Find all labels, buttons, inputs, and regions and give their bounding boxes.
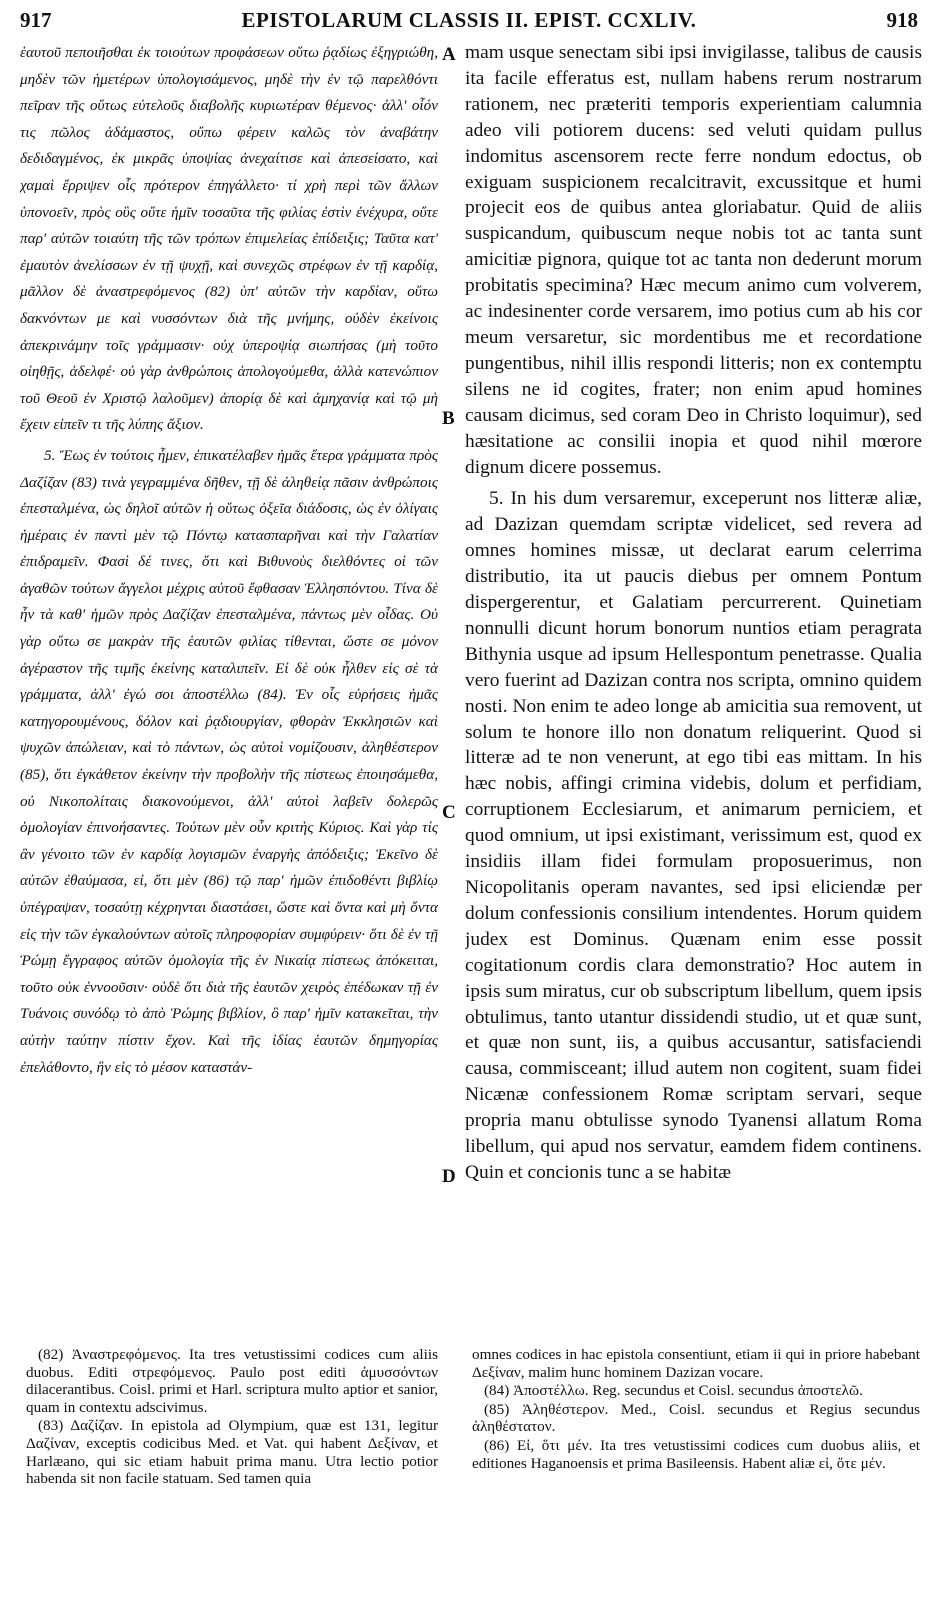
right-page-number: 918 xyxy=(886,8,918,32)
footnote: (83) Δαζίζαν. In epistola ad Olympium, quæ est 131, legitur Δαζίναν, exceptis codicibus Med. et Vat. qui habent Δεξίναν, et Harlæano, qui sic etiam habuit prima manu. Utra lectio potior habenda sit non facile statuam. Sed tamen quia xyxy=(26,1417,438,1488)
greek-paragraph: ἑαυτοῦ πεποιῆσθαι ἐκ τοιούτων προφάσεων οὕτω ῥᾳδίως ἐξηγριώθη, μηδὲν τῶν ἡμετέρων ὑπολογισάμενος, μηδὲ τὴν ἐν τῷ παρελθόντι πεῖραν τῆς οὕτως εὐτελοῦς διαβολῆς κυριωτέραν θέμενος· ἀλλ' οἷόν τις πῶλος ἀδάμαστος, οὔπω φέρειν καλῶς τὸν ἀναβάτην δεδιδαγμένος, ἐκ μικρᾶς ὑποψίας ἀνεχαίτισε καὶ ἀπεσείσατο, καὶ χαμαὶ ἔρριψεν οἷς πρότερον ἐπηγάλλετο· τί χρὴ περὶ τῶν ἄλλων ὑπονοεῖν, πρὸς οὓς οὔτε ἡμῖν τοσαῦτα τῆς φιλίας ἐστὶν ἐνέχυρα, οὔτε παρ' αὐτῶν τοιαύτη τῆς τῶν τρόπων ἐπιμελείας ἐπίδειξις; Ταῦτα κατ' ἐμαυτὸν ἀνελίσσων ἐν τῇ ψυχῇ, καὶ συνεχῶς στρέφων ἐν τῇ καρδίᾳ, μᾶλλον δὲ ἀναστρεφόμενος (82) ὑπ' αὐτῶν τὴν καρδίαν, οὕτω δακνόντων με καὶ νυσσόντων διὰ τῆς μνήμης, οὐδὲν ἐκείνοις ἀπεκρινάμην τοῖς γράμμασιν· οὐχ ὑπεροψίᾳ σιωπήσας (μὴ τοῦτο οἰηθῇς, ἀδελφέ· οὐ γὰρ ἀνθρώποις ἀπολογούμεθα, ἀλλὰ κατενώπιον τοῦ Θεοῦ ἐν Χριστῷ λαλοῦμεν) ἀπορίᾳ δὲ καὶ ἀμηχανίᾳ καὶ τῷ μὴ ἔχειν εἰπεῖν τι τῆς λύπης ἄξιον. xyxy=(20,44,438,434)
footnote: omnes codices in hac epistola consentiunt, etiam ii qui in priore habebant Δεξίναν, malim hunc hominem Dazizan vocare. xyxy=(472,1346,920,1381)
margin-marker-a: A xyxy=(442,44,456,65)
margin-marker-d: D xyxy=(442,1166,456,1187)
footnote: (84) Ἀποστέλλω. Reg. secundus et Coisl. secundus ἀποστελῶ. xyxy=(484,1382,863,1400)
latin-paragraph: mam usque senectam sibi ipsi invigilasse, talibus de causis ita facile efferatus est, nullam habens rerum nostrarum rationem, nec præteriti temporis experientiam calumnia adeo vili potiorem ducens: sed veluti quidam pullus indomitus ascensorem recte ferre nondum edoctus, ob exiguam suspicionem recalcitravit, excussitque et humi projecit eos de quibus antea gloriabatur. Quid de aliis suspicandum, quibuscum neque nobis tot ac tanta sunt amicitiæ pignora, quique tot ac tanta non dederunt morum probitatis specimina? Hæc mecum animo cum volverem, ac indesinenter corde versarem, imo potius cum ab his cor meum versaretur, sic mordentibus me et recordatione pungentibus, nihil illis respondi litteris; non ex contemptu silens ne id cogites, frater; non enim apud homines causam dicimus, sed coram Deo in Christo loquimur), sed hæsitatione ac consilii inopia et quod nihil mœrore dignum dicere possemus. xyxy=(465,42,922,478)
margin-marker-c: C xyxy=(442,802,456,823)
footnotes-right xyxy=(472,1346,920,1473)
left-page-number: 917 xyxy=(20,8,52,32)
greek-text-column xyxy=(20,40,438,1340)
footnote: (82) Ἀναστρεφόμενος. Ita tres vetustissimi codices cum aliis duobus. Editi στρεφόμενος. Paulo post editi ἀμυσσόντων dilacerantibus. Coisl. primi et Harl. scriptura multo aptior et sanior, quam in contextu adscivimus. xyxy=(26,1346,438,1416)
footnotes-left xyxy=(26,1346,438,1489)
running-title: EPISTOLARUM CLASSIS II. EPIST. CCXLIV. xyxy=(241,8,697,32)
footnote: (85) Ἀληθέστερον. Med., Coisl. secundus et Regius secundus ἀληθέστατον. xyxy=(472,1400,920,1436)
footnote: (86) Εἰ, ὅτι μέν. Ita tres vetustissimi codices cum duobus aliis, et editiones Haganoensis et prima Basileensis. Habent aliæ εἰ, ὅτε μέν. xyxy=(472,1436,920,1472)
latin-text-column xyxy=(465,40,922,1340)
margin-marker-b: B xyxy=(442,408,455,429)
greek-paragraph: 5. Ἕως ἐν τούτοις ἦμεν, ἐπικατέλαβεν ἡμᾶς ἕτερα γράμματα πρὸς Δαζίζαν (83) τινὰ γεγραμμένα δῆθεν, τῇ δὲ ἀληθείᾳ πᾶσιν ἀνθρώποις ἐπεσταλμένα, ὡς δηλοῖ αὐτῶν ἡ οὕτως ὀξεῖα διάδοσις, ὡς ἐν ὀλίγαις ἡμέραις ἐν παντὶ μὲν τῷ Πόντῳ κατασπαρῆναι καὶ τὴν Γαλατίαν ἐπιδραμεῖν. Φασὶ δέ τινες, ὅτι καὶ Βιθυνοὺς διελθόντες οἱ τῶν ἀγαθῶν τούτων ἄγγελοι μέχρις αὐτοῦ ἔφθασαν Ἑλλησπόντου. Τίνα δὲ ἦν τὰ καθ' ἡμῶν πρὸς Δαζίζαν ἐπεσταλμένα, πάντως μὲν οἶδας. Οὐ γὰρ οὕτω σε μακρὰν τῆς ἑαυτῶν φιλίας τίθενται, ὥστε σε μόνον ἀγέραστον τῆς τιμῆς ἐκείνης καταλιπεῖν. Εἰ δὲ οὐκ ἦλθεν εἰς σὲ τὰ γράμματα, ἀλλ' ἐγώ σοι ἀποστέλλω (84). Ἐν οἷς εὑρήσεις ἡμᾶς κατηγορουμένους, δόλον καὶ ῥᾳδιουργίαν, φθορὰν Ἐκκλησιῶν καὶ ψυχῶν ἀπώλειαν, καὶ τὸ πάντων, ὡς αὐτοὶ νομίζουσιν, ἀληθέστερον (85), ὅτι ἐγκάθετον ἐκείνην τὴν προβολὴν τῆς πίστεως ἐποιησάμεθα, οὐ Νικοπολίταις διακονούμενοι, ἀλλ' αὐτοὶ λαβεῖν δολερῶς ὁμολογίαν ἐπινοήσαντες. Τούτων μὲν οὖν κριτὴς Κύριος. Καὶ γὰρ τίς ἂν γένοιτο τῶν ἐν καρδίᾳ λογισμῶν ἐναργὴς ἀπόδειξις; Ἐκεῖνο δὲ αὐτῶν ἐθαύμασα, εἰ, ὅτι μὲν (86) τῷ παρ' ἡμῶν ἐπιδοθέντι βιβλίῳ ὑπέγραψαν, τοσαύτῃ κέχρηνται διαστάσει, ὥστε καὶ ὄντα καὶ μὴ ὄντα εἰς τὴν τῶν ἐγκαλούντων αὐτοῖς πληροφορίαν συμφύρειν· ὅτι δὲ ἐν τῇ Ῥώμῃ ἔγγραφος αὐτῶν ὁμολογία τῆς ἐν Νικαίᾳ πίστεως ἀπόκειται, τοῦτο οὐκ ἐννοοῦσιν· οὐδὲ ὅτι διὰ τῆς ἑαυτῶν χειρὸς ἐπέδωκαν τῇ ἐν Τυάνοις συνόδῳ τὸ ἀπὸ Ῥώμης βιβλίον, ὃ παρ' ἡμῖν κατακεῖται, τὴν αὐτὴν ταύτην πίστιν ἔχον. Καὶ τῆς ἰδίας ἑαυτῶν δημηγορίας ἐπελάθοντο, ἣν εἰς τὸ μέσον καταστάν- xyxy=(20,446,438,1076)
latin-paragraph: 5. In his dum versaremur, exceperunt nos litteræ aliæ, ad Dazizan quemdam scriptæ videlicet, sed revera ad omnes homines missæ, ut declarat earum celerrima distributio, ita ut paucis diebus per omnem Pontum dispergerentur, et Galatiam percurrerent. Quinetiam nonnulli dicunt horum bonorum nuntios etiam peragrata Bithynia usque ad ipsum Hellespontum penetrasse. Qualia vero fuerint ad Dazizan contra nos scripta, omnino quidem nosti. Non enim te adeo longe ab amicitia sua removent, ut solum te honore illo non donatum reliquerint. Quod si litteræ ad te non venerunt, at ego tibi eas mittam. In his hæc nobis, affingi crimina videbis, dolum et perfidiam, corruptionem Ecclesiarum, et animarum perniciem, et quod omnium, ut ipsi existimant, verissimum est, quod ex insidiis illam fidei formulam proposuerimus, non Nicopolitanis operam navantes, sed ipsi eliciendæ per dolum confessionis consilium intendentes. Horum quidem judex est Dominus. Quænam enim esse possit cogitationum cordis clara demonstratio? Hoc autem in ipsis sum miratus, cur ob subscriptum libellum, quem ipsis obtulimus, tanto utantur dissidendi studio, ut et quæ sunt, et quæ non sunt, iis, a quibus accusantur, satisfaciendi causa, commisceant; illud autem non cogitent, suam fidei Nicænæ confessionem Romæ scriptam servari, seque propria manu obtulisse synodo Tyanensi allatum Roma libellum, qui apud nos servatur, eamdem fidem continens. Quin et concionis tunc a se habitæ xyxy=(465,488,922,1183)
running-header xyxy=(20,8,918,36)
